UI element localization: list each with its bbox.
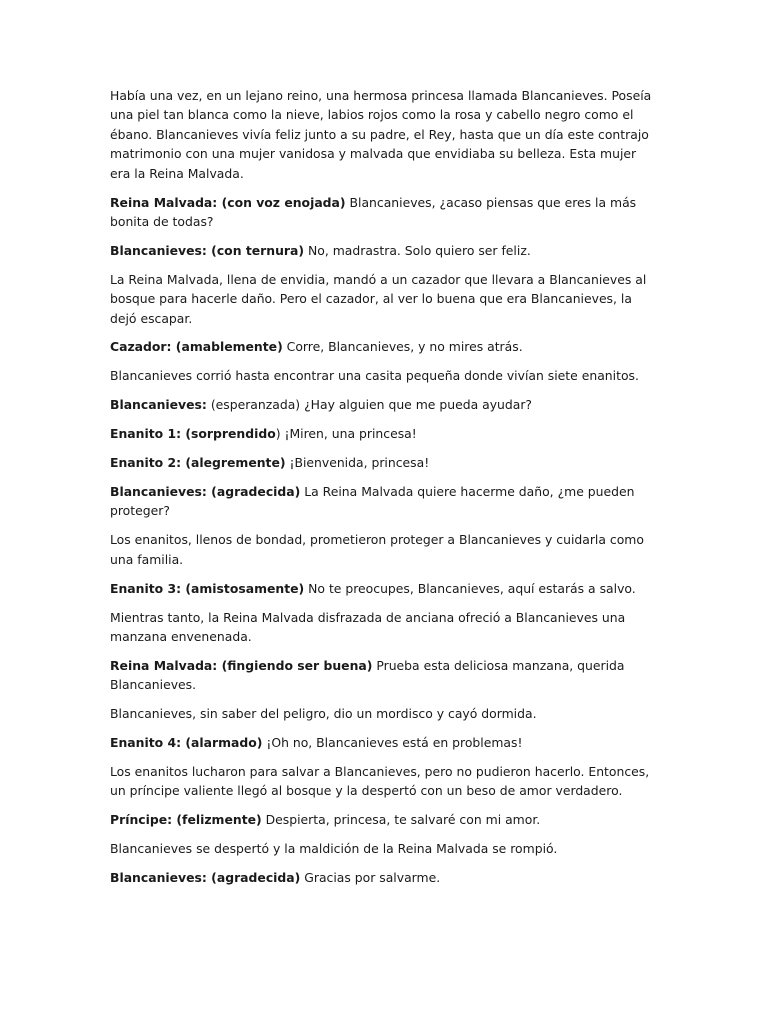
speaker-label: Reina Malvada: (fingiendo ser buena) [110,657,373,673]
dialogue-paragraph [110,579,658,598]
dialogue-paragraph [110,733,658,752]
narration-paragraph [110,366,658,385]
narration-paragraph [110,839,658,858]
dialogue-text: Blancanieves, ¿acaso piensas que eres la más bonita de todas? [110,194,637,229]
paragraph-text: Los enanitos, llenos de bondad, prometieron proteger a Blancanieves y cuidarla como una familia. [110,532,644,567]
dialogue-paragraph [110,193,658,232]
dialogue-paragraph [110,656,658,695]
speaker-label: Blancanieves: [110,397,207,413]
speaker-label: Blancanieves: (agradecida) [110,870,301,886]
paragraph-text: Mientras tanto, la Reina Malvada disfrazada de anciana ofreció a Blancanieves una manzana envenenada. [110,609,626,644]
dialogue-text: Prueba esta deliciosa manzana, querida Blancanieves. [110,657,625,693]
speaker-label: Blancanieves: (agradecida) [110,484,301,499]
narration-paragraph [110,86,658,183]
dialogue-paragraph [110,810,658,829]
speaker-label: Blancanieves: (con ternura) [110,242,305,258]
dialogue-text: No te preocupes, Blancanieves, aquí estarás a salvo. [304,580,636,596]
dialogue-paragraph [110,424,658,443]
dialogue-paragraph [110,337,658,356]
dialogue-text: La Reina Malvada quiere hacerme daño, ¿me pueden proteger? [110,484,635,519]
dialogue-text: ¡Oh no, Blancanieves está en problemas! [262,735,523,751]
paragraph-text: Había una vez, en un lejano reino, una hermosa princesa llamada Blancanieves. Poseía una piel tan blanca como la nieve, labios rojos como la rosa y cabello negro como el ébano. Blancanieves vivía feliz junto a su padre, el Rey, hasta que un día este contrajo matrimonio con una mujer vanidosa y malvada que envidiaba su belleza. Esta mujer era la Reina Malvada. [110,88,652,181]
narration-paragraph [110,608,658,647]
paragraph-text: Los enanitos lucharon para salvar a Blancanieves, pero no pudieron hacerlo. Entonces, un príncipe valiente llegó al bosque y la despertó con un beso de amor verdadero. [110,763,650,799]
dialogue-text: Corre, Blancanieves, y no mires atrás. [282,339,523,355]
dialogue-text: Gracias por salvarme. [300,870,441,886]
speaker-label: Reina Malvada: (con voz enojada) [110,194,346,210]
speaker-label: Enanito 1: (sorprendido [110,426,276,442]
speaker-label: Enanito 2: (alegremente) [110,455,286,471]
dialogue-text: ) ¡Miren, una princesa! [275,426,417,442]
dialogue-paragraph [110,395,658,414]
paragraph-text: Blancanieves se despertó y la maldición de la Reina Malvada se rompió. [110,841,558,857]
narration-paragraph [110,530,658,569]
speaker-label: Príncipe: (felizmente) [110,812,262,828]
narration-paragraph [110,270,658,328]
speaker-label: Cazador: (amablemente) [110,339,283,355]
document-page [110,86,658,897]
dialogue-text: ¡Bienvenida, princesa! [285,455,430,471]
dialogue-paragraph [110,241,658,260]
dialogue-paragraph [110,868,658,887]
paragraph-text: Blancanieves corrió hasta encontrar una casita pequeña donde vivían siete enanitos. [110,368,639,384]
speaker-label: Enanito 3: (amistosamente) [110,580,305,596]
dialogue-paragraph [110,482,658,521]
paragraph-text: La Reina Malvada, llena de envidia, mandó a un cazador que llevara a Blancanieves al bosque para hacerle daño. Pero el cazador, al ver lo buena que era Blancanieves, la dejó escapar. [110,271,647,326]
dialogue-text: No, madrastra. Solo quiero ser feliz. [304,242,531,258]
speaker-label: Enanito 4: (alarmado) [110,735,263,751]
narration-paragraph [110,762,658,801]
dialogue-paragraph [110,453,658,472]
paragraph-text: Blancanieves, sin saber del peligro, dio un mordisco y cayó dormida. [110,706,537,722]
narration-paragraph [110,704,658,723]
dialogue-text: Despierta, princesa, te salvaré con mi amor. [261,812,541,828]
dialogue-text: (esperanzada) ¿Hay alguien que me pueda ayudar? [206,397,533,413]
